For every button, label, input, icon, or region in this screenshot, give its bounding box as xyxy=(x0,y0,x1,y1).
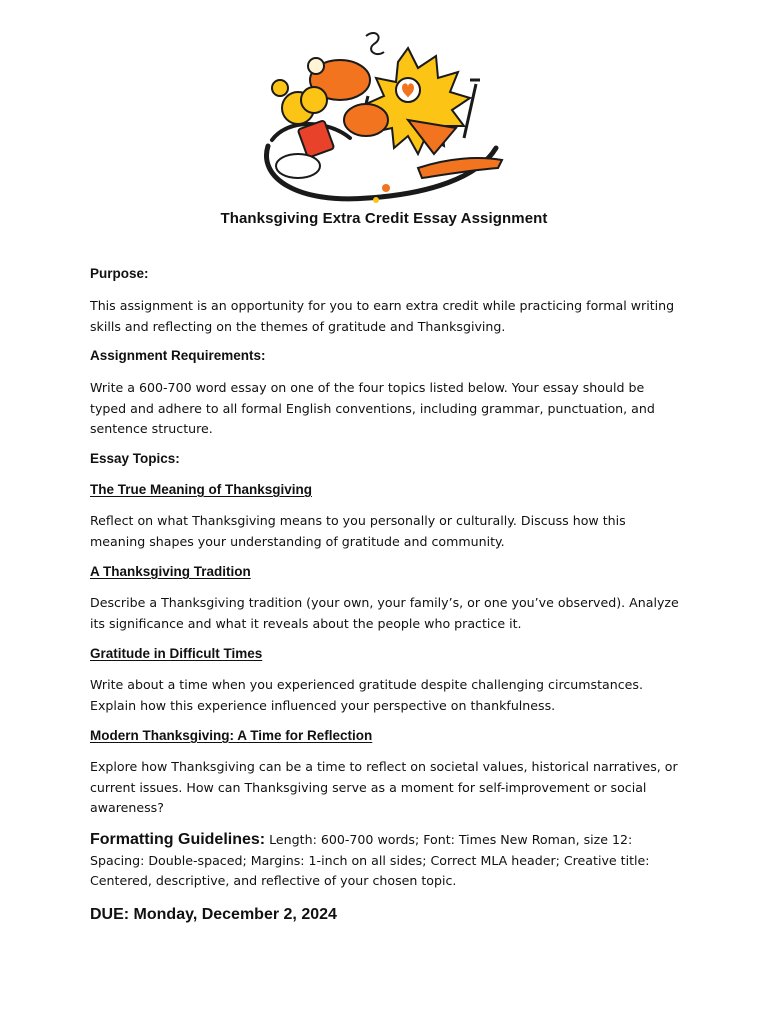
due-date: DUE: Monday, December 2, 2024 xyxy=(90,906,337,923)
formatting-text: Length: 600-700 words; Font: Times New Roman, size 12: Spacing: Double-spaced; Margins: 1-inch on all sides; Correct MLA header; Creative title: Centered, descriptive, and reflective of your chosen topic. xyxy=(90,832,650,888)
topic-3-text: Write about a time when you experienced gratitude despite challenging circumstances. Explain how this experience influenced your perspective on thankfulness. xyxy=(90,677,643,713)
purpose-heading: Purpose: xyxy=(90,266,149,281)
purpose-text: This assignment is an opportunity for you to earn extra credit while practicing formal writing skills and reflecting on the themes of gratitude and Thanksgiving. xyxy=(90,298,675,334)
requirements-text: Write a 600-700 word essay on one of the four topics listed below. Your essay should be typed and adhere to all formal English conventions, including grammar, punctuation, and sentence structure. xyxy=(90,380,655,436)
topic-2-text: Describe a Thanksgiving tradition (your own, your family’s, or one you’ve observed). Analyze its significance and what it reveals about the people who practice it. xyxy=(90,595,679,631)
page-title: Thanksgiving Extra Credit Essay Assignment xyxy=(220,210,548,227)
topics-heading: Essay Topics: xyxy=(90,451,180,466)
topic-3-title: Gratitude in Difficult Times xyxy=(90,646,263,661)
requirements-heading: Assignment Requirements: xyxy=(90,348,266,363)
topic-1-title: The True Meaning of Thanksgiving xyxy=(90,482,313,497)
topic-1-text: Reflect on what Thanksgiving means to you personally or culturally. Discuss how this meaning shapes your understanding of gratitude and community. xyxy=(90,513,626,549)
formatting-guidelines xyxy=(90,830,680,892)
topic-2-title: A Thanksgiving Tradition xyxy=(90,564,251,579)
topic-4-text: Explore how Thanksgiving can be a time to reflect on societal values, historical narratives, or current issues. How can Thanksgiving serve as a moment for self-improvement or social awareness? xyxy=(90,759,678,815)
formatting-lead: Formatting Guidelines: xyxy=(90,831,266,848)
thanksgiving-feast-illustration-icon xyxy=(258,28,508,208)
topic-4-title: Modern Thanksgiving: A Time for Reflection xyxy=(90,728,373,743)
